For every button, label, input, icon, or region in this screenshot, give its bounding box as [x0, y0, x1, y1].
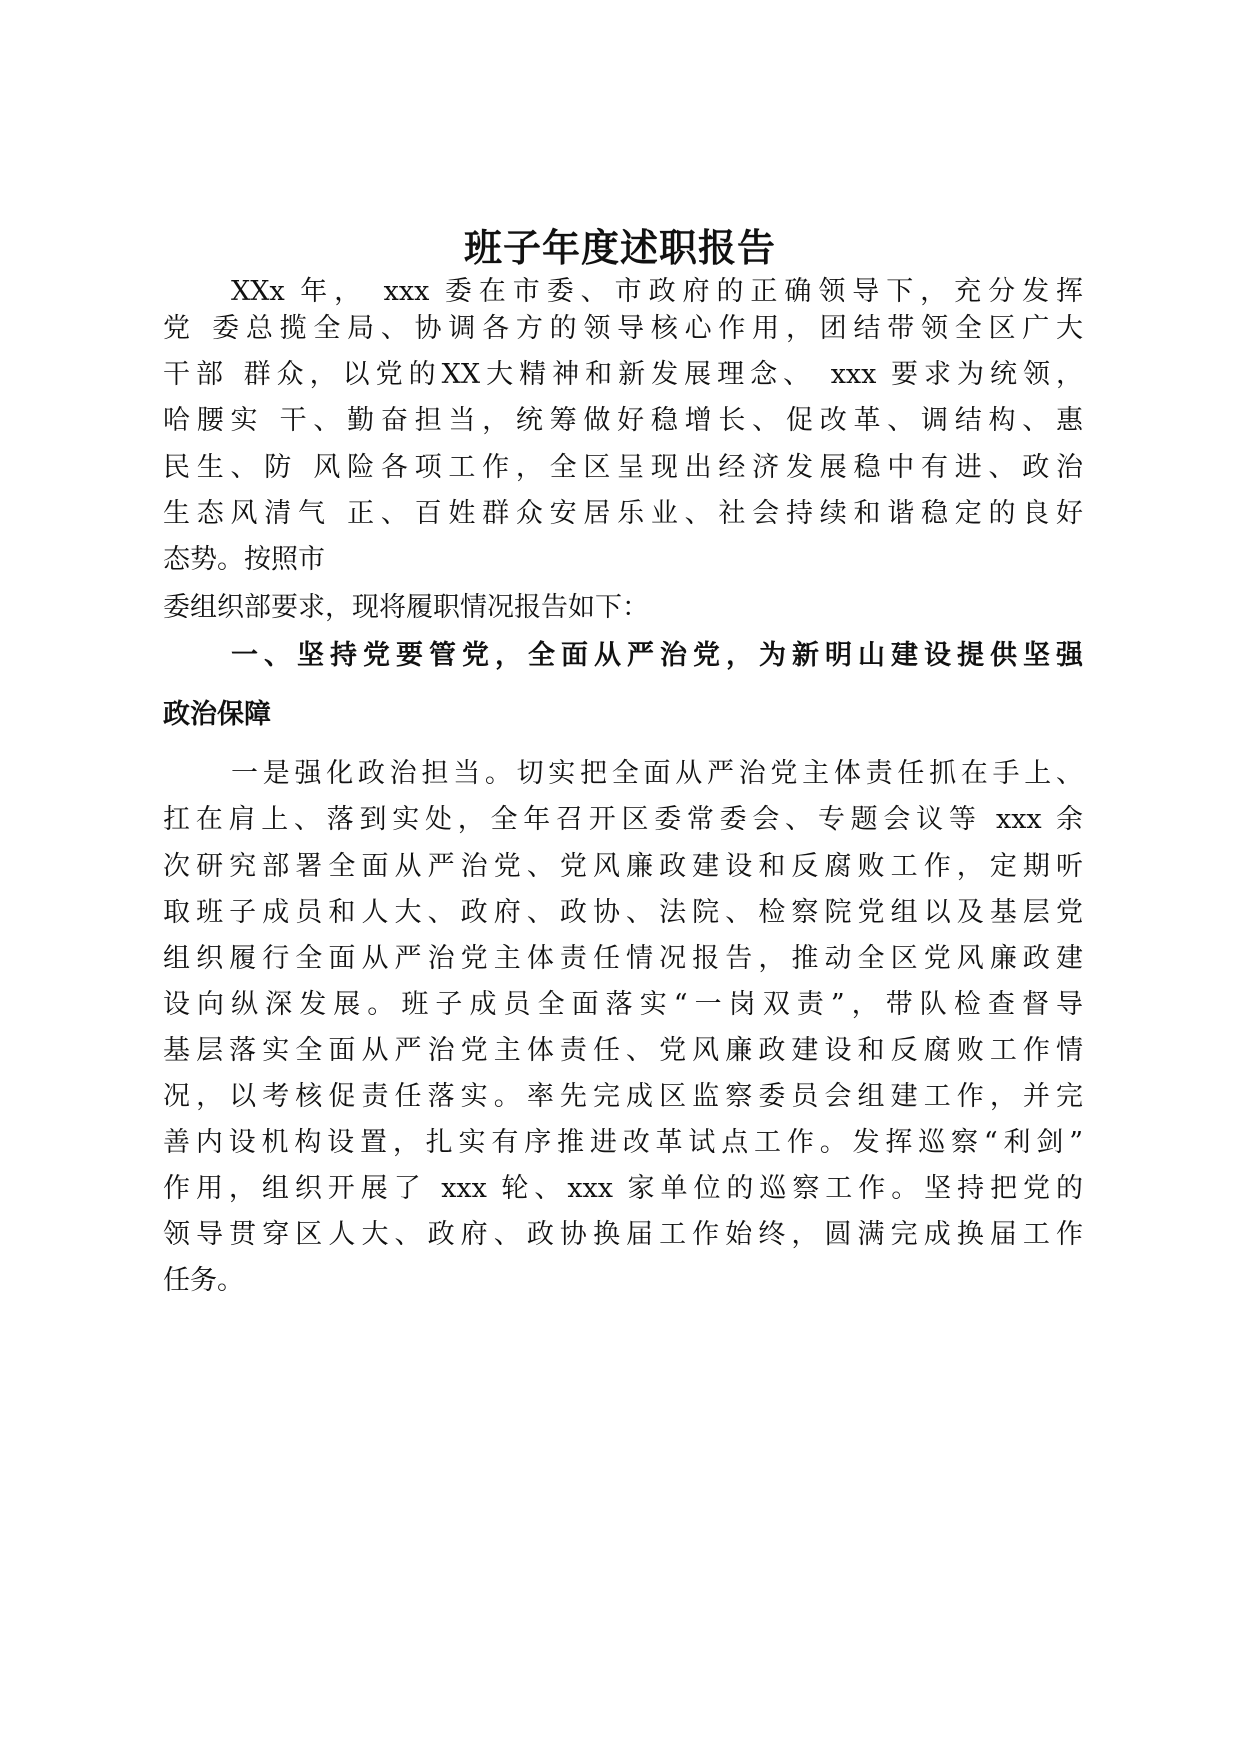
intro-line: 哈腰实 干、勤奋担当，统筹做好稳增长、促改革、调结构、惠: [163, 405, 1083, 436]
intro-line: XXx 年， xxx 委在市委、市政府的正确领导下，充分发挥: [231, 276, 1083, 307]
body-line: 一是强化政治担当。切实把全面从严治党主体责任抓在手上、: [231, 758, 1083, 789]
intro-line: 党 委总揽全局、协调各方的领导核心作用，团结带领全区广大: [163, 313, 1083, 344]
intro-line: 态势。按照市: [163, 544, 325, 575]
body-line: 扛在肩上、落到实处，全年召开区委常委会、专题会议等 xxx 余: [163, 804, 1083, 835]
body-line: 领导贯穿区人大、政府、政协换届工作始终，圆满完成换届工作: [163, 1219, 1083, 1250]
body-line: 设向纵深发展。班子成员全面落实“一岗双责”，带队检查督导: [163, 989, 1083, 1020]
body-line: 善内设机构设置，扎实有序推进改革试点工作。发挥巡察“利剑”: [163, 1127, 1083, 1158]
body-line: 取班子成员和人大、政府、政协、法院、检察院党组以及基层党: [163, 897, 1083, 928]
body-line: 次研究部署全面从严治党、党风廉政建设和反腐败工作，定期听: [163, 851, 1083, 882]
section-heading: 政治保障: [163, 699, 271, 730]
document-title: 班子年度述职报告: [463, 226, 776, 270]
section-heading: 一、坚持党要管党，全面从严治党，为新明山建设提供坚强: [231, 640, 1083, 671]
intro-line: 民生、防 风险各项工作，全区呈现出经济发展稳中有进、政治: [163, 452, 1083, 483]
body-line: 任务。: [163, 1265, 244, 1296]
intro-line: 干部 群众，以党的XX大精神和新发展理念、 xxx 要求为统领，: [163, 359, 1083, 390]
intro-line: 生态风清气 正、百姓群众安居乐业、社会持续和谐稳定的良好: [163, 498, 1083, 529]
body-line: 基层落实全面从严治党主体责任、党风廉政建设和反腐败工作情: [163, 1035, 1083, 1066]
body-line: 作用，组织开展了 xxx 轮、xxx 家单位的巡察工作。坚持把党的: [163, 1173, 1083, 1204]
body-line: 况，以考核促责任落实。率先完成区监察委员会组建工作，并完: [163, 1081, 1083, 1112]
intro-line: 委组织部要求，现将履职情况报告如下：: [163, 592, 649, 623]
body-line: 组织履行全面从严治党主体责任情况报告，推动全区党风廉政建: [163, 943, 1083, 974]
